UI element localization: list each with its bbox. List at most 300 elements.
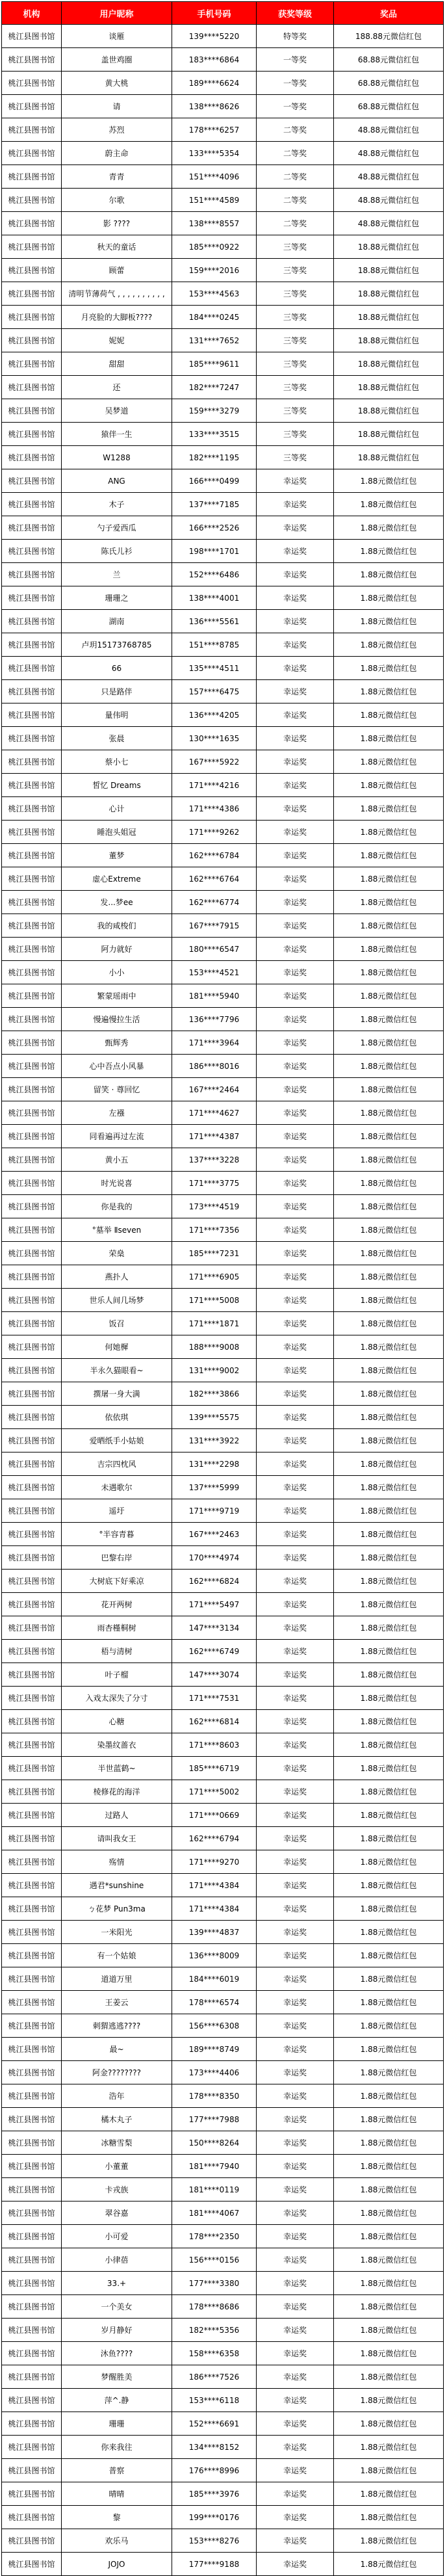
nickname-cell: 翠谷嘉: [62, 2201, 172, 2225]
phone-cell: 139****4837: [172, 1921, 257, 1944]
prize-cell: 1.88元微信红包: [334, 1804, 444, 1827]
phone-cell: 171****7356: [172, 1218, 257, 1242]
phone-cell: 170****4974: [172, 1546, 257, 1570]
prize-cell: 1.88元微信红包: [334, 2412, 444, 2436]
institution-cell: 桃江县图书馆: [2, 1265, 62, 1289]
phone-cell: 157****6475: [172, 680, 257, 703]
prize-cell: 1.88元微信红包: [334, 680, 444, 703]
phone-cell: 171****0669: [172, 1804, 257, 1827]
award-level-cell: 幸运奖: [257, 1452, 334, 1476]
prize-cell: 1.88元微信红包: [334, 1101, 444, 1125]
institution-cell: 桃江县图书馆: [2, 1031, 62, 1055]
table-row: [2, 235, 444, 259]
award-level-cell: 幸运奖: [257, 1827, 334, 1850]
table-row: [2, 1195, 444, 1218]
nickname-cell: 卡戎族: [62, 2178, 172, 2201]
table-row: [2, 2155, 444, 2178]
prize-cell: 18.88元微信红包: [334, 306, 444, 329]
prize-cell: 1.88元微信红包: [334, 1078, 444, 1101]
prize-cell: 1.88元微信红包: [334, 2248, 444, 2272]
nickname-cell: 甄辉秀: [62, 1031, 172, 1055]
institution-cell: 桃江县图书馆: [2, 1476, 62, 1499]
institution-cell: 桃江县图书馆: [2, 938, 62, 961]
award-level-cell: 幸运奖: [257, 2295, 334, 2319]
table-row: [2, 1101, 444, 1125]
nickname-cell: 影 ????: [62, 212, 172, 235]
institution-cell: 桃江县图书馆: [2, 2038, 62, 2061]
table-row: [2, 2412, 444, 2436]
institution-cell: 桃江县图书馆: [2, 2201, 62, 2225]
prize-cell: 1.88元微信红包: [334, 750, 444, 774]
institution-cell: 桃江县图书馆: [2, 189, 62, 212]
institution-cell: 桃江县图书馆: [2, 1289, 62, 1312]
table-row: [2, 399, 444, 423]
prize-cell: 18.88元微信红包: [334, 329, 444, 352]
phone-cell: 158****6358: [172, 2342, 257, 2365]
table-row: [2, 703, 444, 727]
prize-cell: 1.88元微信红包: [334, 797, 444, 821]
prize-cell: 1.88元微信红包: [334, 1359, 444, 1382]
phone-cell: 171****6905: [172, 1265, 257, 1289]
nickname-cell: 你是我的: [62, 1195, 172, 1218]
institution-cell: 桃江县图书馆: [2, 821, 62, 844]
table-row: [2, 938, 444, 961]
nickname-cell: 虚心Extreme: [62, 867, 172, 891]
nickname-cell: 只是路伴: [62, 680, 172, 703]
prize-cell: 1.88元微信红包: [334, 2084, 444, 2108]
phone-cell: 139****5575: [172, 1406, 257, 1429]
phone-cell: 177****3380: [172, 2272, 257, 2295]
nickname-cell: 清明节薄荷气 , , , , , , , , , ,: [62, 282, 172, 306]
table-row: [2, 1359, 444, 1382]
institution-cell: 桃江县图书馆: [2, 2389, 62, 2412]
prize-cell: 1.88元微信红包: [334, 1476, 444, 1499]
nickname-cell: 荣燊: [62, 1242, 172, 1265]
award-level-cell: 幸运奖: [257, 1289, 334, 1312]
phone-cell: 138****4001: [172, 586, 257, 610]
prize-cell: 48.88元微信红包: [334, 118, 444, 142]
nickname-cell: 普察: [62, 2459, 172, 2482]
phone-cell: 137****7185: [172, 493, 257, 516]
phone-cell: 156****0156: [172, 2248, 257, 2272]
phone-cell: 177****9188: [172, 2553, 257, 2576]
table-row: [2, 1546, 444, 1570]
institution-cell: 桃江县图书馆: [2, 540, 62, 563]
institution-cell: 桃江县图书馆: [2, 1008, 62, 1031]
phone-cell: 133****3515: [172, 423, 257, 446]
prize-cell: 1.88元微信红包: [334, 2342, 444, 2365]
phone-cell: 171****5008: [172, 1289, 257, 1312]
phone-cell: 150****8264: [172, 2131, 257, 2155]
institution-cell: 桃江县图书馆: [2, 914, 62, 938]
award-level-cell: 幸运奖: [257, 1055, 334, 1078]
table-row: [2, 469, 444, 493]
award-level-cell: 幸运奖: [257, 1148, 334, 1172]
phone-cell: 167****7915: [172, 914, 257, 938]
table-row: [2, 1289, 444, 1312]
table-row: [2, 1499, 444, 1523]
award-level-cell: 幸运奖: [257, 2319, 334, 2342]
nickname-cell: 小可爱: [62, 2225, 172, 2248]
institution-cell: 桃江县图书馆: [2, 657, 62, 680]
nickname-cell: 饭召: [62, 1312, 172, 1335]
table-row: [2, 212, 444, 235]
award-level-cell: 幸运奖: [257, 961, 334, 984]
nickname-cell: 甜甜: [62, 352, 172, 376]
prize-cell: 1.88元微信红包: [334, 1382, 444, 1406]
nickname-cell: 雨杏槿桐树: [62, 1616, 172, 1640]
prize-cell: 1.88元微信红包: [334, 1312, 444, 1335]
award-level-cell: 幸运奖: [257, 867, 334, 891]
award-level-cell: 幸运奖: [257, 657, 334, 680]
award-level-cell: 幸运奖: [257, 1078, 334, 1101]
phone-cell: 171****9262: [172, 821, 257, 844]
phone-cell: 159****2016: [172, 259, 257, 282]
table-row: [2, 2038, 444, 2061]
award-level-cell: 幸运奖: [257, 703, 334, 727]
institution-cell: 桃江县图书馆: [2, 118, 62, 142]
phone-cell: 178****6574: [172, 1991, 257, 2014]
institution-cell: 桃江县图书馆: [2, 2482, 62, 2506]
nickname-cell: 慢遍慢拉生活: [62, 1008, 172, 1031]
phone-cell: 171****7531: [172, 1687, 257, 1710]
nickname-cell: 时光说喜: [62, 1172, 172, 1195]
table-row: [2, 1991, 444, 2014]
award-level-cell: 幸运奖: [257, 610, 334, 633]
table-row: [2, 1406, 444, 1429]
nickname-cell: ANG: [62, 469, 172, 493]
institution-cell: 桃江县图书馆: [2, 2084, 62, 2108]
phone-cell: 166****0499: [172, 469, 257, 493]
prize-cell: 1.88元微信红包: [334, 1148, 444, 1172]
award-level-cell: 幸运奖: [257, 2108, 334, 2131]
award-level-cell: 幸运奖: [257, 1640, 334, 1663]
nickname-cell: 梦醒胜美: [62, 2365, 172, 2389]
phone-cell: 186****7526: [172, 2365, 257, 2389]
award-level-cell: 幸运奖: [257, 2459, 334, 2482]
table-row: [2, 516, 444, 540]
award-level-cell: 幸运奖: [257, 1406, 334, 1429]
award-level-cell: 幸运奖: [257, 2506, 334, 2529]
award-level-cell: 幸运奖: [257, 1921, 334, 1944]
award-level-cell: 三等奖: [257, 306, 334, 329]
award-level-cell: 幸运奖: [257, 1476, 334, 1499]
nickname-cell: 王姜云: [62, 1991, 172, 2014]
nickname-cell: 湖南: [62, 610, 172, 633]
prize-cell: 1.88元微信红包: [334, 1593, 444, 1616]
nickname-cell: 青青: [62, 165, 172, 189]
institution-cell: 桃江县图书馆: [2, 1944, 62, 1967]
nickname-cell: 欢乐马: [62, 2529, 172, 2553]
phone-cell: 182****7247: [172, 376, 257, 399]
institution-cell: 桃江县图书馆: [2, 2272, 62, 2295]
prize-cell: 48.88元微信红包: [334, 189, 444, 212]
institution-cell: 桃江县图书馆: [2, 2319, 62, 2342]
prize-cell: 1.88元微信红包: [334, 821, 444, 844]
award-level-cell: 幸运奖: [257, 586, 334, 610]
prize-cell: 18.88元微信红包: [334, 235, 444, 259]
prize-cell: 1.88元微信红包: [334, 1944, 444, 1967]
institution-cell: 桃江县图书馆: [2, 2342, 62, 2365]
institution-cell: 桃江县图书馆: [2, 446, 62, 469]
table-row: [2, 2342, 444, 2365]
institution-cell: 桃江县图书馆: [2, 867, 62, 891]
table-row: [2, 2272, 444, 2295]
prize-cell: 1.88元微信红包: [334, 2225, 444, 2248]
phone-cell: 171****9719: [172, 1499, 257, 1523]
institution-cell: 桃江县图书馆: [2, 1406, 62, 1429]
award-level-cell: 三等奖: [257, 329, 334, 352]
nickname-cell: 黄小五: [62, 1148, 172, 1172]
award-level-cell: 幸运奖: [257, 1616, 334, 1640]
nickname-cell: °墓举 Ⅱseven: [62, 1218, 172, 1242]
table-row: [2, 2061, 444, 2084]
nickname-cell: 半世蓝鹤~: [62, 1757, 172, 1780]
award-level-cell: 幸运奖: [257, 891, 334, 914]
phone-cell: 186****8016: [172, 1055, 257, 1078]
nickname-cell: 妮妮: [62, 329, 172, 352]
table-row: [2, 821, 444, 844]
nickname-cell: 晴晴: [62, 2482, 172, 2506]
header-institution: 机构: [2, 2, 62, 25]
prize-cell: 1.88元微信红包: [334, 2436, 444, 2459]
prize-cell: 1.88元微信红包: [334, 1570, 444, 1593]
table-row: [2, 1944, 444, 1967]
nickname-cell: 黎: [62, 2506, 172, 2529]
nickname-cell: 入戏太深失了分寸: [62, 1687, 172, 1710]
phone-cell: 171****4384: [172, 1874, 257, 1897]
prize-cell: 1.88元微信红包: [334, 1172, 444, 1195]
institution-cell: 桃江县图书馆: [2, 72, 62, 95]
nickname-cell: 心中吾点小风暴: [62, 1055, 172, 1078]
phone-cell: 171****9270: [172, 1850, 257, 1874]
institution-cell: 桃江县图书馆: [2, 2155, 62, 2178]
table-row: [2, 961, 444, 984]
award-level-cell: 幸运奖: [257, 680, 334, 703]
award-level-cell: 幸运奖: [257, 1429, 334, 1452]
phone-cell: 167****2463: [172, 1523, 257, 1546]
nickname-cell: 叶子榴: [62, 1663, 172, 1687]
table-row: [2, 1874, 444, 1897]
nickname-cell: 冰糖雪梨: [62, 2131, 172, 2155]
table-row: [2, 2178, 444, 2201]
award-level-cell: 幸运奖: [257, 1593, 334, 1616]
prize-cell: 1.88元微信红包: [334, 1967, 444, 1991]
table-row: [2, 95, 444, 118]
institution-cell: 桃江县图书馆: [2, 329, 62, 352]
prize-cell: 1.88元微信红包: [334, 2178, 444, 2201]
award-level-cell: 幸运奖: [257, 1125, 334, 1148]
institution-cell: 桃江县图书馆: [2, 1804, 62, 1827]
award-level-cell: 二等奖: [257, 142, 334, 165]
phone-cell: 185****6719: [172, 1757, 257, 1780]
award-level-cell: 幸运奖: [257, 1710, 334, 1733]
institution-cell: 桃江县图书馆: [2, 48, 62, 72]
nickname-cell: 量伟明: [62, 703, 172, 727]
prize-cell: 1.88元微信红包: [334, 2506, 444, 2529]
award-level-cell: 幸运奖: [257, 2342, 334, 2365]
table-row: [2, 1897, 444, 1921]
institution-cell: 桃江县图书馆: [2, 1827, 62, 1850]
phone-cell: 184****6019: [172, 1967, 257, 1991]
award-level-cell: 幸运奖: [257, 1850, 334, 1874]
nickname-cell: 有一个姑娘: [62, 1944, 172, 1967]
table-row: [2, 774, 444, 797]
award-level-cell: 幸运奖: [257, 469, 334, 493]
nickname-cell: 谈雁: [62, 25, 172, 48]
table-row: [2, 2108, 444, 2131]
institution-cell: 桃江县图书馆: [2, 1499, 62, 1523]
prize-cell: 1.88元微信红包: [334, 2061, 444, 2084]
phone-cell: 153****4521: [172, 961, 257, 984]
table-row: [2, 1382, 444, 1406]
nickname-cell: 世乐人间几场梦: [62, 1289, 172, 1312]
phone-cell: 173****4519: [172, 1195, 257, 1218]
phone-cell: 176****8996: [172, 2459, 257, 2482]
nickname-cell: 尔歌: [62, 189, 172, 212]
institution-cell: 桃江县图书馆: [2, 2412, 62, 2436]
institution-cell: 桃江县图书馆: [2, 352, 62, 376]
institution-cell: 桃江县图书馆: [2, 2506, 62, 2529]
phone-cell: 185****9611: [172, 352, 257, 376]
table-row: [2, 1757, 444, 1780]
phone-cell: 135****4511: [172, 657, 257, 680]
award-level-cell: 幸运奖: [257, 1218, 334, 1242]
institution-cell: 桃江县图书馆: [2, 1523, 62, 1546]
phone-cell: 185****7231: [172, 1242, 257, 1265]
award-level-cell: 幸运奖: [257, 1733, 334, 1757]
award-level-cell: 幸运奖: [257, 2178, 334, 2201]
table-row: [2, 2248, 444, 2272]
institution-cell: 桃江县图书馆: [2, 984, 62, 1008]
award-level-cell: 幸运奖: [257, 1195, 334, 1218]
phone-cell: 171****4216: [172, 774, 257, 797]
nickname-cell: 阿力就好: [62, 938, 172, 961]
award-level-cell: 幸运奖: [257, 844, 334, 867]
award-level-cell: 幸运奖: [257, 2038, 334, 2061]
phone-cell: 185****3976: [172, 2482, 257, 2506]
phone-cell: 136****4205: [172, 703, 257, 727]
institution-cell: 桃江县图书馆: [2, 2553, 62, 2576]
prize-cell: 1.88元微信红包: [334, 984, 444, 1008]
institution-cell: 桃江县图书馆: [2, 1359, 62, 1382]
award-level-cell: 一等奖: [257, 72, 334, 95]
institution-cell: 桃江县图书馆: [2, 1991, 62, 2014]
award-level-cell: 一等奖: [257, 95, 334, 118]
institution-cell: 桃江县图书馆: [2, 610, 62, 633]
table-row: [2, 2389, 444, 2412]
table-row: [2, 1429, 444, 1452]
nickname-cell: 过路人: [62, 1804, 172, 1827]
nickname-cell: 勺子爱西瓜: [62, 516, 172, 540]
institution-cell: 桃江县图书馆: [2, 1640, 62, 1663]
phone-cell: 173****4406: [172, 2061, 257, 2084]
table-row: [2, 1031, 444, 1055]
phone-cell: 153****6118: [172, 2389, 257, 2412]
phone-cell: 171****3964: [172, 1031, 257, 1055]
prize-cell: 1.88元微信红包: [334, 2319, 444, 2342]
nickname-cell: 依依琪: [62, 1406, 172, 1429]
prize-cell: 1.88元微信红包: [334, 2365, 444, 2389]
table-row: [2, 1687, 444, 1710]
prize-cell: 1.88元微信红包: [334, 2131, 444, 2155]
prize-cell: 1.88元微信红包: [334, 1335, 444, 1359]
phone-cell: 138****8626: [172, 95, 257, 118]
table-row: [2, 1312, 444, 1335]
institution-cell: 桃江县图书馆: [2, 1429, 62, 1452]
prize-cell: 1.88元微信红包: [334, 1663, 444, 1687]
institution-cell: 桃江县图书馆: [2, 25, 62, 48]
institution-cell: 桃江县图书馆: [2, 2108, 62, 2131]
phone-cell: 137****3228: [172, 1148, 257, 1172]
table-row: [2, 189, 444, 212]
phone-cell: 131****2298: [172, 1452, 257, 1476]
phone-cell: 159****3279: [172, 399, 257, 423]
table-row: [2, 2131, 444, 2155]
nickname-cell: 左襁: [62, 1101, 172, 1125]
nickname-cell: 吴梦道: [62, 399, 172, 423]
table-row: [2, 493, 444, 516]
phone-cell: 162****6774: [172, 891, 257, 914]
award-level-cell: 幸运奖: [257, 2061, 334, 2084]
award-level-cell: 三等奖: [257, 235, 334, 259]
phone-cell: 177****7988: [172, 2108, 257, 2131]
table-row: [2, 2436, 444, 2459]
prize-cell: 1.88元微信红包: [334, 493, 444, 516]
award-level-cell: 幸运奖: [257, 2482, 334, 2506]
phone-cell: 178****8686: [172, 2295, 257, 2319]
table-row: [2, 282, 444, 306]
nickname-cell: °半容青暮: [62, 1523, 172, 1546]
table-row: [2, 2225, 444, 2248]
institution-cell: 桃江县图书馆: [2, 2436, 62, 2459]
phone-cell: 162****6764: [172, 867, 257, 891]
nickname-cell: 66: [62, 657, 172, 680]
prize-cell: 1.88元微信红包: [334, 1991, 444, 2014]
prize-cell: 1.88元微信红包: [334, 2201, 444, 2225]
nickname-cell: 半永久猫眼看~: [62, 1359, 172, 1382]
prize-cell: 1.88元微信红包: [334, 1640, 444, 1663]
nickname-cell: JOJO: [62, 2553, 172, 2576]
award-level-cell: 幸运奖: [257, 1687, 334, 1710]
phone-cell: 131****9002: [172, 1359, 257, 1382]
institution-cell: 桃江县图书馆: [2, 1967, 62, 1991]
award-level-cell: 幸运奖: [257, 984, 334, 1008]
award-level-cell: 三等奖: [257, 423, 334, 446]
phone-cell: 162****6749: [172, 1640, 257, 1663]
prize-cell: 48.88元微信红包: [334, 142, 444, 165]
prize-cell: 1.88元微信红包: [334, 657, 444, 680]
table-row: [2, 2482, 444, 2506]
award-level-cell: 二等奖: [257, 212, 334, 235]
award-level-cell: 幸运奖: [257, 1663, 334, 1687]
nickname-cell: 燕扑人: [62, 1265, 172, 1289]
nickname-cell: 木子: [62, 493, 172, 516]
award-level-cell: 幸运奖: [257, 1944, 334, 1967]
institution-cell: 桃江县图书馆: [2, 961, 62, 984]
prize-cell: 1.88元微信红包: [334, 1406, 444, 1429]
prize-cell: 1.88元微信红包: [334, 1546, 444, 1570]
header-nickname: 用户昵称: [62, 2, 172, 25]
header-phone: 手机号码: [172, 2, 257, 25]
award-level-cell: 幸运奖: [257, 797, 334, 821]
phone-cell: 139****5220: [172, 25, 257, 48]
prize-cell: 1.88元微信红包: [334, 2155, 444, 2178]
phone-cell: 136****7796: [172, 1008, 257, 1031]
award-level-cell: 幸运奖: [257, 2529, 334, 2553]
nickname-cell: 兰: [62, 563, 172, 586]
prize-cell: 1.88元微信红包: [334, 727, 444, 750]
